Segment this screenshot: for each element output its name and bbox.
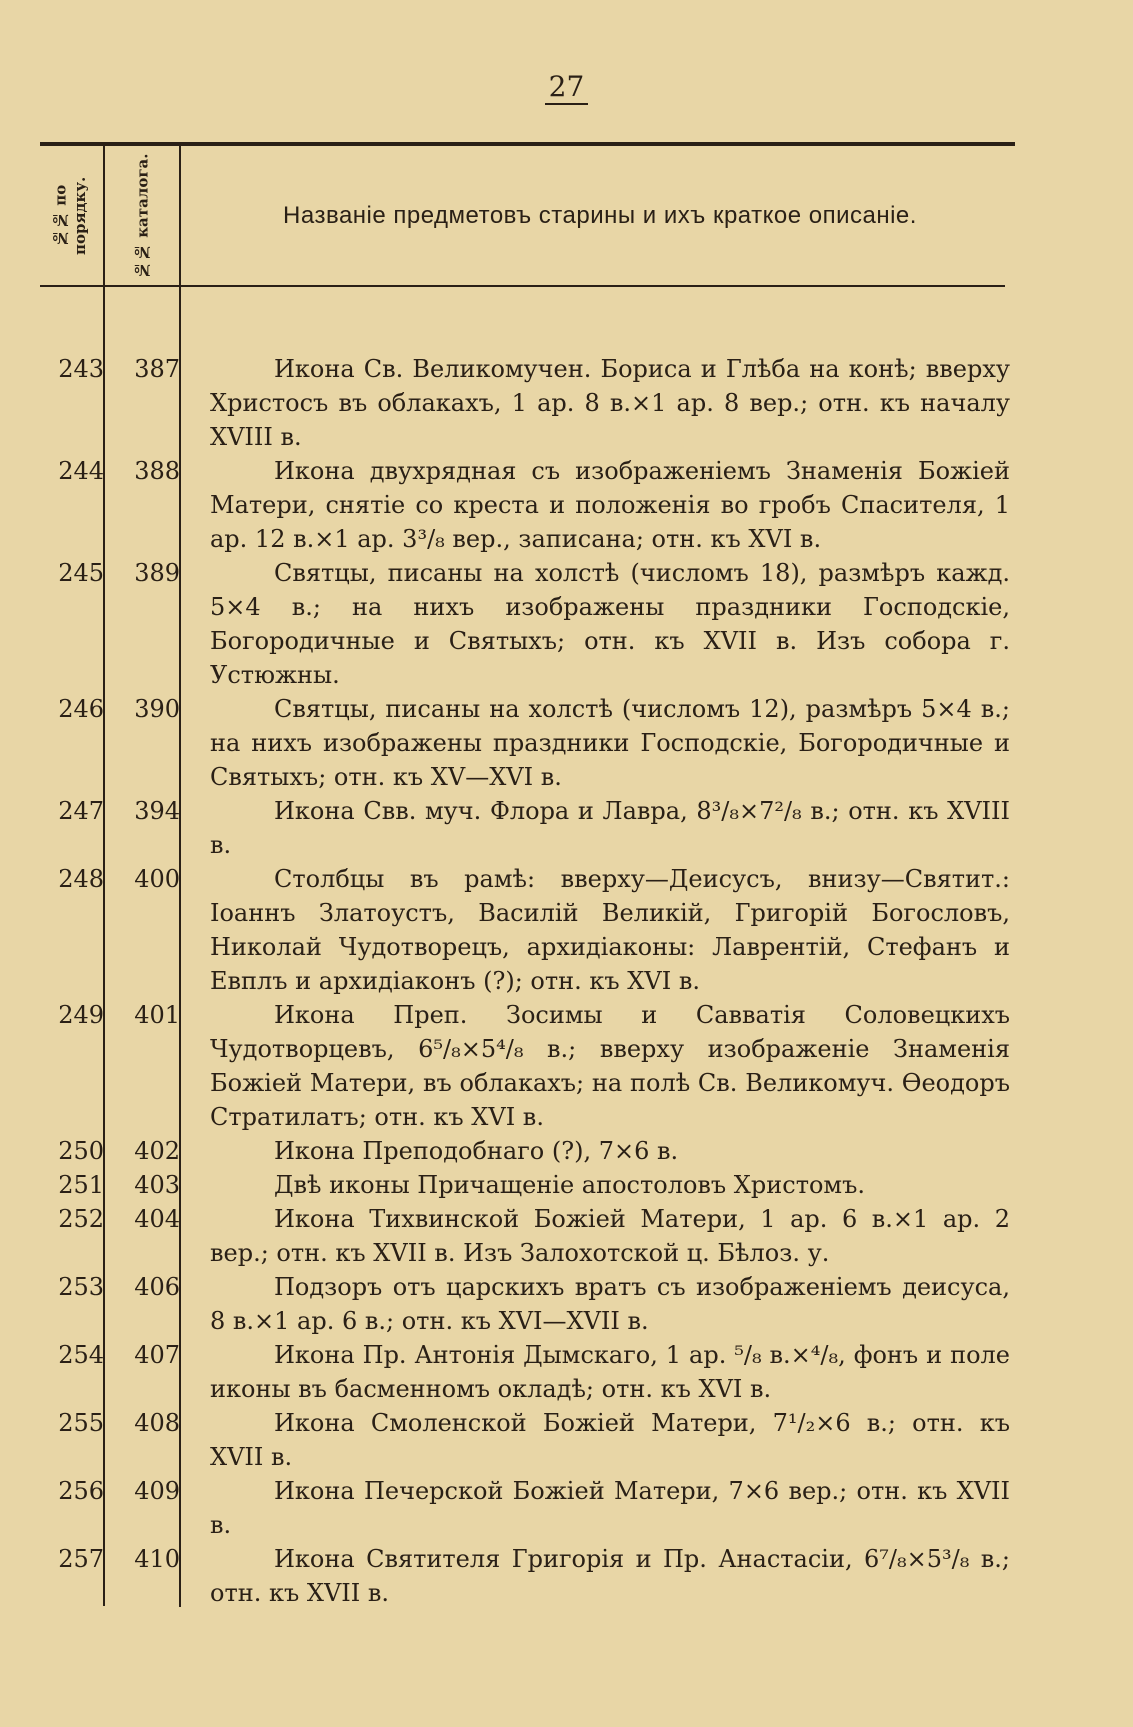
entry-order-number: 255 (58, 1409, 104, 1437)
entry-catalog-number: 388 (134, 457, 180, 485)
catalog-entry (40, 454, 1015, 556)
catalog-entry (40, 556, 1015, 692)
entry-order-number: 246 (58, 695, 104, 723)
catalog-entry (40, 794, 1015, 862)
entry-description: Икона Св. Великомучен. Бориса и Глѣба на конѣ; вверху Христосъ въ облакахъ, 1 ар. 8 в.×1 ар. 8 вер.; отн. къ началу XVIII в. (210, 355, 1010, 451)
entry-description: Икона Пр. Антонія Дымскаго, 1 ар. ⁵/₈ в.×⁴/₈, фонъ и поле иконы въ басменномъ окладѣ; отн. къ XVI в. (210, 1341, 1010, 1403)
entry-order-number: 251 (58, 1171, 104, 1199)
top-rule (40, 142, 1015, 146)
entry-catalog-number: 409 (134, 1477, 180, 1505)
entry-catalog-number: 410 (134, 1545, 180, 1573)
entry-order-number: 248 (58, 865, 104, 893)
entry-description: Икона двухрядная съ изображеніемъ Знаменія Божіей Матери, снятіе со креста и положенія во гробъ Спасителя, 1 ар. 12 в.×1 ар. 3³/₈ вер., записана; отн. къ XVI в. (210, 457, 1010, 553)
catalog-entry (40, 1338, 1015, 1406)
catalog-entry (40, 692, 1015, 794)
entry-description: Икона Свв. муч. Флора и Лавра, 8³/₈×7²/₈ в.; отн. къ XVIII в. (210, 797, 1010, 859)
entry-description: Икона Смоленской Божіей Матери, 7¹/₂×6 в.; отн. къ XVII в. (210, 1409, 1010, 1471)
header-catalog-number: №№ каталога. (133, 153, 152, 279)
catalog-entries (40, 352, 1015, 1610)
header-rule (40, 285, 1005, 287)
entry-description: Икона Тихвинской Божіей Матери, 1 ар. 6 в.×1 ар. 2 вер.; отн. къ XVII в. Изъ Залохотской ц. Бѣлоз. у. (210, 1205, 1010, 1267)
entry-catalog-number: 400 (134, 865, 180, 893)
page-number: 27 (0, 70, 1133, 103)
entry-catalog-number: 387 (134, 355, 180, 383)
entry-description: Святцы, писаны на холстѣ (числомъ 18), размѣръ кажд. 5×4 в.; на нихъ изображены праздники Господскіе, Богородичные и Святыхъ; отн. къ XVII в. Изъ собора г. Устюжны. (210, 559, 1010, 689)
entry-order-number: 250 (58, 1137, 104, 1165)
entry-catalog-number: 403 (134, 1171, 180, 1199)
entry-order-number: 256 (58, 1477, 104, 1505)
entry-catalog-number: 402 (134, 1137, 180, 1165)
header-order-number: №№ по порядку. (51, 176, 89, 256)
catalog-entry (40, 998, 1015, 1134)
entry-description: Икона Преп. Зосимы и Савватія Соловецкихъ Чудотворцевъ, 6⁵/₈×5⁴/₈ в.; вверху изображеніе Знаменія Божіей Матери, въ облакахъ; на полѣ Св. Великомуч. Ѳеодоръ Стратилатъ; отн. къ XVI в. (210, 1001, 1010, 1131)
entry-order-number: 244 (58, 457, 104, 485)
catalog-entry (40, 1202, 1015, 1270)
entry-catalog-number: 406 (134, 1273, 180, 1301)
catalog-entry (40, 1542, 1015, 1610)
catalog-entry (40, 1406, 1015, 1474)
entry-catalog-number: 407 (134, 1341, 180, 1369)
entry-order-number: 249 (58, 1001, 104, 1029)
entry-description: Икона Святителя Григорія и Пр. Анастасіи, 6⁷/₈×5³/₈ в.; отн. къ XVII в. (210, 1545, 1010, 1607)
entry-catalog-number: 389 (134, 559, 180, 587)
column-divider-2-header (179, 146, 181, 286)
entry-catalog-number: 401 (134, 1001, 180, 1029)
entry-order-number: 252 (58, 1205, 104, 1233)
entry-order-number: 254 (58, 1341, 104, 1369)
entry-description: Икона Печерской Божіей Матери, 7×6 вер.; отн. къ XVII в. (210, 1477, 1010, 1539)
entry-order-number: 243 (58, 355, 104, 383)
catalog-entry (40, 1474, 1015, 1542)
catalog-entry (40, 1168, 1015, 1202)
entry-catalog-number: 390 (134, 695, 180, 723)
entry-order-number: 247 (58, 797, 104, 825)
entry-catalog-number: 408 (134, 1409, 180, 1437)
catalog-entry (40, 862, 1015, 998)
catalog-entry (40, 1270, 1015, 1338)
entry-catalog-number: 404 (134, 1205, 180, 1233)
entry-description: Столбцы въ рамѣ: вверху—Деисусъ, внизу—Святит.: Іоаннъ Златоустъ, Василій Великій, Григорій Богословъ, Николай Чудотворецъ, архидіаконы: Лаврентій, Стефанъ и Евплъ и архидіаконъ (?); отн. къ XVI в. (210, 865, 1010, 995)
entry-order-number: 245 (58, 559, 104, 587)
entry-description: Икона Преподобнаго (?), 7×6 в. (274, 1137, 679, 1165)
entry-description: Подзоръ отъ царскихъ вратъ съ изображеніемъ деисуса, 8 в.×1 ар. 6 в.; отн. къ XVI—XVII в. (210, 1273, 1010, 1335)
catalog-entry (40, 352, 1015, 454)
entry-order-number: 257 (58, 1545, 104, 1573)
header-title: Названіе предметовъ старины и ихъ краткое описаніе. (283, 202, 917, 229)
entry-description: Святцы, писаны на холстѣ (числомъ 12), размѣръ 5×4 в.; на нихъ изображены праздники Господскіе, Богородичные и Святыхъ; отн. къ XV—XVI в. (210, 695, 1010, 791)
entry-order-number: 253 (58, 1273, 104, 1301)
entry-catalog-number: 394 (134, 797, 180, 825)
catalog-entry (40, 1134, 1015, 1168)
entry-description: Двѣ иконы Причащеніе апостоловъ Христомъ. (274, 1171, 865, 1199)
